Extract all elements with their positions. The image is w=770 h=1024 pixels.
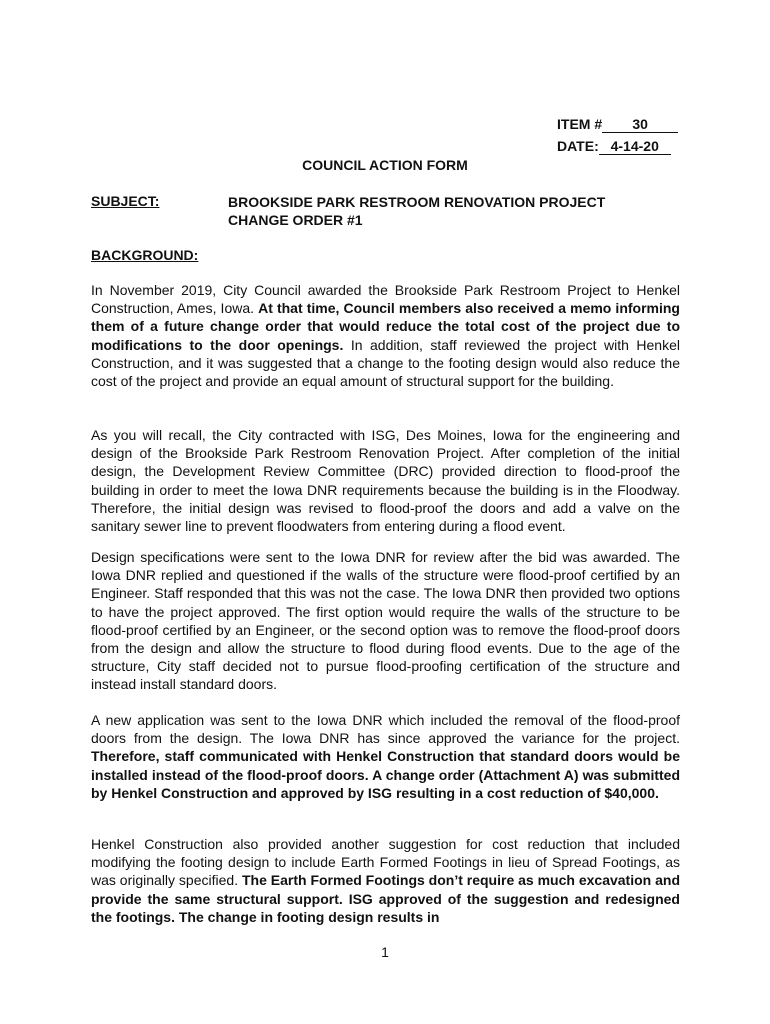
subject-text xyxy=(228,193,605,229)
subject-line-1: BROOKSIDE PARK RESTROOM RENOVATION PROJECT xyxy=(228,194,606,210)
paragraph xyxy=(91,281,680,390)
date-line xyxy=(557,138,671,155)
subject-line-2: CHANGE ORDER #1 xyxy=(228,212,363,228)
text-run: As you will recall, the City contracted with ISG, Des Moines, Iowa for the engineering and design of the Brookside Park Restroom Renovation Project. After completion of the initial design, the Development Review Committee (DRC) provided direction to flood-proof the building in order to meet the Iowa DNR requirements because the building is in the Floodway. Therefore, the initial design was revised to flood-proof the doors and add a valve on the sanitary sewer line to prevent floodwaters from entering during a flood event. xyxy=(91,427,680,535)
item-number-value: 30 xyxy=(602,116,678,133)
paragraph xyxy=(91,426,680,535)
subject-label: SUBJECT: xyxy=(91,193,160,209)
text-run: A new application was sent to the Iowa DNR which included the removal of the flood-proof doors from the design. The Iowa DNR has since approved the variance for the project. xyxy=(91,712,680,747)
paragraph xyxy=(91,548,680,694)
page-number: 1 xyxy=(381,944,389,960)
item-label: ITEM # xyxy=(557,116,603,132)
text-run: Henkel Construction also provided another suggestion for cost reduction that included modifying the footing design to include Earth Formed Footings in lieu of Spread Footings, as was originally specified. xyxy=(91,836,680,889)
date-value: 4-14-20 xyxy=(599,138,671,155)
text-run: Design specifications were sent to the Iowa DNR for review after the bid was awarded. The Iowa DNR replied and questioned if the walls of the structure were flood-proof certified by an Engineer. Staff responded that this was not the case. The Iowa DNR then provided two options to have the project approved. The first option would require the walls of the structure to be flood-proof certified by an Engineer, or the second option was to remove the flood-proof doors from the design and allow the structure to flood during flood events. Due to the age of the structure, City staff decided not to pursue flood-proofing certification of the structure and instead install standard doors. xyxy=(91,549,680,693)
background-heading: BACKGROUND: xyxy=(91,247,199,263)
text-run: In November 2019, City Council awarded the Brookside Park Restroom Project to Henkel Construction, Ames, Iowa. xyxy=(91,282,680,317)
paragraph xyxy=(91,835,680,926)
bold-text-run: Therefore, staff communicated with Henkel Construction that standard doors would be installed instead of the flood-proof doors. A change order (Attachment A) was submitted by Henkel Construction and approved by ISG resulting in a cost reduction of $40,000. xyxy=(91,748,680,801)
bold-text-run: At that time, Council members also received a memo informing them of a future change order that would reduce the total cost of the project due to modifications to the door openings. xyxy=(91,300,680,353)
item-number-line xyxy=(557,116,678,133)
paragraph xyxy=(91,711,680,802)
date-label: DATE: xyxy=(557,138,599,154)
form-title: COUNCIL ACTION FORM xyxy=(302,157,468,173)
text-run: In addition, staff reviewed the project with Henkel Construction, and it was suggested that a change to the footing design would also reduce the cost of the project and provide an equal amount of structural support for the building. xyxy=(91,336,680,390)
bold-text-run: The Earth Formed Footings don’t require as much excavation and provide the same structural support. ISG approved of the suggestion and redesigned the footings. The change in footing design results in xyxy=(91,872,680,925)
